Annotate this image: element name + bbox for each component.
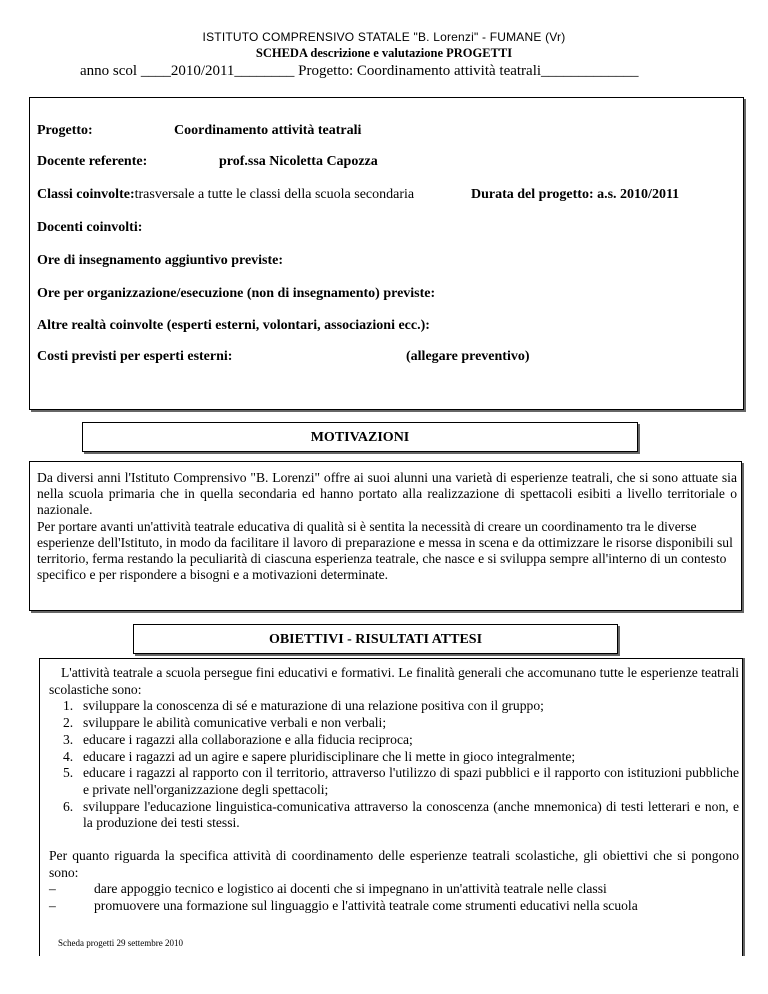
allegare-preventivo: (allegare preventivo) bbox=[406, 349, 530, 364]
obiettivi-title: OBIETTIVI - RISULTATI ATTESI bbox=[133, 624, 618, 654]
obiettivi-text bbox=[49, 665, 739, 915]
classi-value: trasversale a tutte le classi della scuola secondaria bbox=[134, 187, 415, 202]
list-item: – promuovere una formazione sul linguaggio e l'attività teatrale come strumenti educativi nella scuola bbox=[49, 898, 638, 914]
motivazioni-title: MOTIVAZIONI bbox=[82, 422, 638, 452]
page-footer: Scheda progetti 29 settembre 2010 bbox=[58, 938, 183, 948]
ore-organizzazione: Ore per organizzazione/esecuzione (non di insegnamento) previste: bbox=[37, 286, 436, 301]
list-item: 2. sviluppare le abilità comunicative verbali e non verbali; bbox=[63, 715, 387, 731]
motivazioni-text bbox=[37, 470, 737, 583]
docenti-coinvolti: Docenti coinvolti: bbox=[37, 220, 143, 235]
durata-progetto: Durata del progetto: a.s. 2010/2011 bbox=[471, 187, 680, 202]
obiettivi-list bbox=[49, 698, 739, 832]
list-item: 4. educare i ragazzi ad un agire e sapere pluridisciplinare che li mette in gioco integralmente; bbox=[63, 748, 576, 764]
form-title: SCHEDA descrizione e valutazione PROGETTI bbox=[255, 46, 513, 60]
list-item: 5. educare i ragazzi al rapporto con il territorio, attraverso l'utilizzo di spazi pubblici e il rapporto con istituzioni pubbliche e private nell'organizzazione degli spettacoli; bbox=[63, 765, 739, 797]
obiettivi-intro: L'attività teatrale a scuola persegue fini educativi e formativi. Le finalità generali che accomunano tutte le esperienze teatrali scolastiche sono: bbox=[49, 665, 739, 697]
obiettivi-paragraph-2: Per quanto riguarda la specifica attività di coordinamento delle esperienze teatrali scolastiche, gli obiettivi che si pongono sono: bbox=[49, 848, 739, 880]
altre-realta: Altre realtà coinvolte (esperti esterni, volontari, associazioni ecc.): bbox=[37, 318, 430, 333]
motivazioni-paragraph-1: Da diversi anni l'Istituto Comprensivo "B. Lorenzi" offre ai suoi alunni una varietà di esperienze teatrali, che si sono attuate sia nella scuola primaria che in quella secondaria ed hanno portato alla realizzazione di spettacoli esibiti a livello territoriale o nazionale. bbox=[37, 470, 737, 518]
list-item: 3. educare i ragazzi alla collaborazione e alla fiducia reciproca; bbox=[63, 731, 413, 747]
ore-insegnamento: Ore di insegnamento aggiuntivo previste: bbox=[37, 253, 284, 268]
docente-value: prof.ssa Nicoletta Capozza bbox=[219, 154, 378, 169]
docente-label: Docente referente: bbox=[37, 154, 148, 169]
list-item: – dare appoggio tecnico e logistico ai docenti che si impegnano in un'attività teatrale nelle classi bbox=[49, 881, 607, 897]
motivazioni-paragraph-2: Per portare avanti un'attività teatrale educativa di qualità si è sentita la necessità di creare un coordinamento tra le diverse esperienze dell'Istituto, in modo da facilitare il lavoro di preparazione e messa in scena e da ottimizzare le risorse disponibili sul territorio, ferma restando la peculiarità di ciascuna esperienza teatrale, che nasce e si sviluppa sempre all'interno di un contesto specifico e per rispondere a bisogni e a motivazioni determinate. bbox=[37, 518, 733, 583]
progetto-value: Coordinamento attività teatrali bbox=[174, 123, 362, 138]
classi-label: Classi coinvolte: bbox=[37, 187, 135, 202]
progetto-label: Progetto: bbox=[37, 123, 93, 138]
classi-line bbox=[37, 187, 414, 203]
list-item: 1. sviluppare la conoscenza di sé e maturazione di una relazione positiva con il gruppo; bbox=[63, 698, 544, 714]
list-item: 6. sviluppare l'educazione linguistica-comunicativa attraverso la conoscenza (anche mnemonica) di testi letterari e non, e la produzione dei testi stessi. bbox=[63, 798, 739, 831]
costi-esperti: Costi previsti per esperti esterni: bbox=[37, 349, 233, 364]
institute-header: ISTITUTO COMPRENSIVO STATALE "B. Lorenzi" - FUMANE (Vr) bbox=[202, 30, 566, 44]
year-project-line: anno scol ____2010/2011________ Progetto: Coordinamento attività teatrali_____________ bbox=[80, 63, 639, 79]
